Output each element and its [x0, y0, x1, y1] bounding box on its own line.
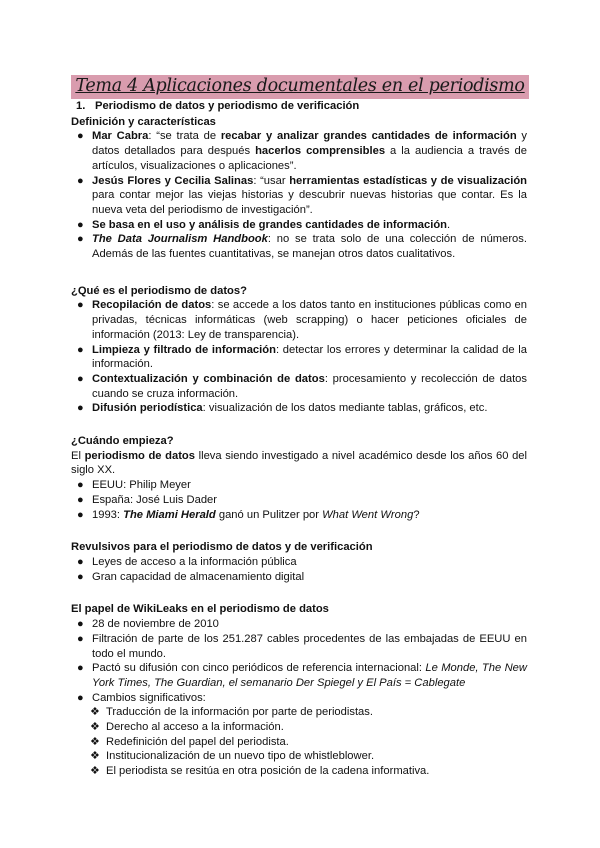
sub-list-item: ❖ Institucionalización de un nuevo tipo de whistleblower.: [90, 750, 375, 763]
list-item: ● Jesús Flores y Cecilia Salinas: “usar herramientas estadísticas y de visualización para contar mejor las viejas historias y descubrir nuevas historias que contar. Es la nueva veta del periodismo de investigación”.: [77, 174, 527, 216]
section-1-heading: 1. Periodismo de datos y periodismo de verificación: [71, 99, 527, 114]
list-item: ● Difusión periodística: visualización de los datos mediante tablas, gráficos, etc.: [77, 402, 488, 415]
bullet-icon: ●: [77, 343, 84, 356]
bullet-icon: ●: [77, 402, 84, 415]
section-number: 1.: [76, 100, 86, 112]
section-1-subheading: Definición y características: [71, 115, 216, 128]
section-3-list: [71, 478, 527, 522]
list-item: ● Leyes de acceso a la información pública: [77, 555, 297, 568]
section-4-list: [71, 555, 527, 584]
list-item: ● EEUU: Philip Meyer: [77, 479, 191, 492]
section-3-intro: El periodismo de datos lleva siendo investigado a nivel académico desde los años 60 del siglo XX.: [71, 449, 528, 477]
diamond-bullet-icon: ❖: [90, 721, 100, 734]
sub-list-item: ❖ Traducción de la información por parte de periodistas.: [90, 706, 373, 719]
section-3-heading: ¿Cuándo empieza?: [71, 435, 174, 448]
bullet-icon: ●: [77, 632, 84, 645]
list-item: ● Contextualización y combinación de datos: procesamiento y recolección de datos cuando se cruza información.: [77, 372, 527, 400]
bullet-icon: ●: [77, 233, 84, 246]
bullet-icon: ●: [77, 174, 84, 187]
sub-list-item: ❖ Derecho al acceso a la información.: [90, 721, 284, 734]
diamond-bullet-icon: ❖: [90, 706, 100, 719]
list-item: ● Recopilación de datos: se accede a los datos tanto en instituciones públicas como en privadas, técnicas informáticas (web scrapping) o hacer peticiones oficiales de información (2013: Ley de transparencia).: [77, 299, 527, 341]
bullet-icon: ●: [77, 618, 84, 631]
bullet-icon: ●: [77, 691, 84, 704]
list-item: ● Pactó su difusión con cinco periódicos de referencia internacional: Le Monde, The New York Times, The Guardian, el semanario Der Spiegel y El País = Cablegate: [77, 662, 527, 689]
bullet-icon: ●: [77, 372, 84, 385]
bullet-icon: ●: [77, 218, 84, 231]
section-5-list: [71, 617, 527, 779]
section-1-list: [71, 129, 527, 261]
section-4-heading: Revulsivos para el periodismo de datos y de verificación: [71, 541, 373, 554]
diamond-bullet-icon: ❖: [90, 735, 100, 748]
bullet-icon: ●: [77, 508, 84, 521]
list-item: ● Se basa en el uso y análisis de grandes cantidades de información.: [77, 218, 451, 231]
list-item: ● 28 de noviembre de 2010: [77, 618, 219, 631]
sub-list-item: ❖ El periodista se resitúa en otra posición de la cadena informativa.: [90, 765, 430, 778]
section-2-heading: ¿Qué es el periodismo de datos?: [71, 284, 247, 297]
list-item: ● 1993: The Miami Herald ganó un Pulitzer por What Went Wrong?: [77, 508, 420, 521]
diamond-bullet-icon: ❖: [90, 750, 100, 763]
diamond-bullet-icon: ❖: [90, 765, 100, 778]
list-item: ● Gran capacidad de almacenamiento digital: [77, 570, 305, 583]
document-body: [71, 99, 527, 779]
list-item: ● Mar Cabra: “se trata de recabar y analizar grandes cantidades de información y datos detallados para después hacerlos comprensibles a la audiencia a través de artículos, visualizaciones o aplicaciones”.: [77, 130, 527, 172]
title-block: [0, 75, 600, 99]
list-item: ● Limpieza y filtrado de información: detectar los errores y determinar la calidad de la información.: [77, 343, 528, 371]
bullet-icon: ●: [77, 570, 84, 583]
list-item: ● Filtración de parte de los 251.287 cables procedentes de las embajadas de EEUU en todo el mundo.: [77, 632, 527, 660]
bullet-icon: ●: [77, 662, 84, 675]
list-item: ● Cambios significativos:: [77, 691, 206, 704]
list-item: ● The Data Journalism Handbook: no se trata solo de una colección de números. Además de las fuentes cuantitativas, se manejan otros datos cualitativos.: [77, 233, 527, 261]
page-title: Tema 4 Aplicaciones documentales en el periodismo: [71, 75, 528, 99]
bullet-icon: ●: [77, 555, 84, 568]
section-2-list: [71, 298, 527, 416]
bullet-icon: ●: [77, 479, 84, 492]
bullet-icon: ●: [77, 130, 84, 143]
section-5-heading: El papel de WikiLeaks en el periodismo de datos: [71, 603, 329, 616]
sub-list-item: ❖ Redefinición del papel del periodista.: [90, 735, 289, 748]
bullet-icon: ●: [77, 493, 84, 506]
bullet-icon: ●: [77, 299, 84, 312]
list-item: ● España: José Luis Dader: [77, 493, 218, 506]
